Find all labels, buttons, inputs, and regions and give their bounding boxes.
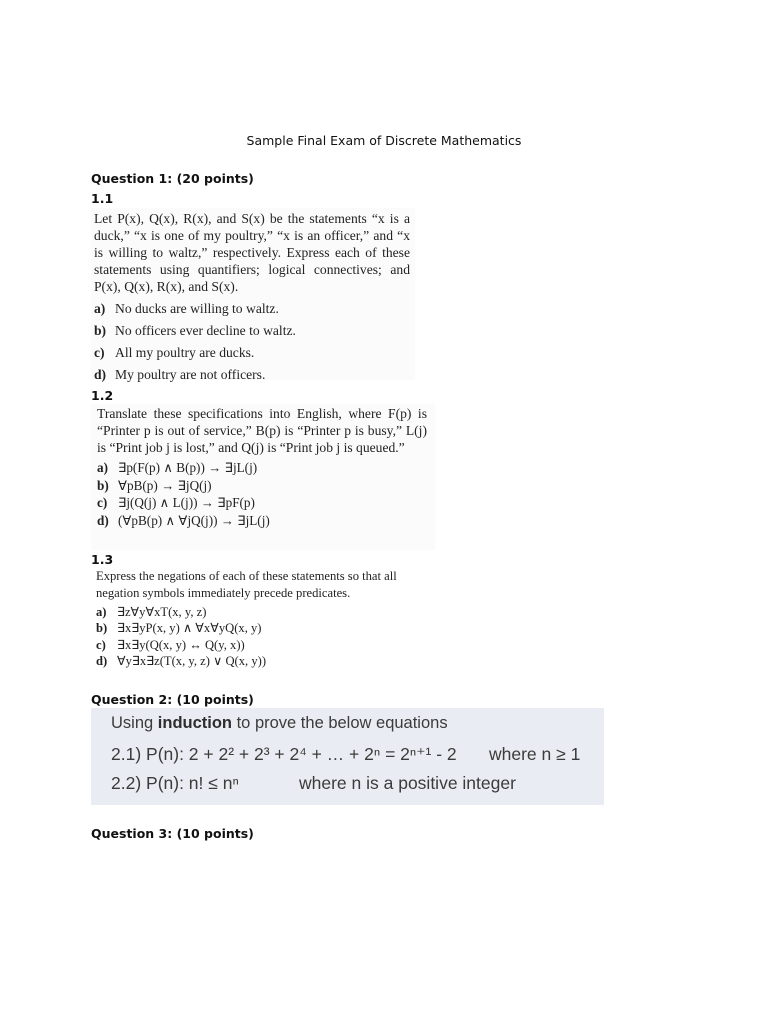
section-1-3-image — [91, 568, 411, 672]
question-2-image — [91, 708, 604, 805]
list-item: a) ∃z∀y∀xT(x, y, z) — [96, 605, 207, 619]
section-1-1-number: 1.1 — [91, 191, 114, 206]
question-2-intro: Using induction to prove the below equations — [111, 714, 448, 732]
list-item: b) No officers ever decline to waltz. — [94, 323, 296, 338]
section-1-3-text: Express the negations of each of these statements so that all negation symbols immediately precede predicates. — [96, 569, 397, 600]
question-3-heading: Question 3: (10 points) — [91, 826, 254, 841]
list-item: b) ∃x∃yP(x, y) ∧ ∀x∀yQ(x, y) — [96, 621, 262, 636]
section-1-2-image — [91, 404, 435, 550]
section-1-1-image — [91, 208, 415, 380]
page-title: Sample Final Exam of Discrete Mathematics — [246, 133, 522, 148]
section-1-2-text: Translate these specifications into English, where F(p) is “Printer p is out of service,” B(p) is “Printer p is busy,” L(j) is “Print job j is lost,” and Q(j) is “Print job j is queued.” — [97, 406, 427, 455]
section-1-2-number: 1.2 — [91, 388, 114, 403]
list-item: c) ∃x∃y(Q(x, y) ↔ Q(y, x)) — [96, 637, 245, 652]
list-item: d) (∀pB(p) ∧ ∀jQ(j)) → ∃jL(j) — [97, 512, 270, 528]
list-item: d) ∀y∃x∃z(T(x, y, z) ∨ Q(x, y)) — [96, 653, 267, 668]
list-item: c) ∃j(Q(j) ∧ L(j)) → ∃pF(p) — [97, 495, 255, 510]
list-item: c) All my poultry are ducks. — [94, 345, 255, 360]
equation-2-2: 2.2) P(n): n! ≤ nⁿ — [111, 773, 239, 793]
equation-2-2-condition: where n is a positive integer — [299, 773, 516, 793]
list-item: b) ∀pB(p) → ∃jQ(j) — [97, 477, 212, 493]
section-1-3-number: 1.3 — [91, 552, 114, 567]
list-item: a) ∃p(F(p) ∧ B(p)) → ∃jL(j) — [97, 460, 258, 475]
question-2-heading: Question 2: (10 points) — [91, 692, 254, 707]
equation-2-1: 2.1) P(n): 2 + 2² + 2³ + 2⁴ + … + 2ⁿ = 2ⁿ⁺¹ - 2 — [111, 744, 457, 764]
equation-2-1-condition: where n ≥ 1 — [489, 744, 581, 764]
list-item: d) My poultry are not officers. — [94, 367, 266, 382]
question-1-heading: Question 1: (20 points) — [91, 171, 254, 186]
section-1-1-text: Let P(x), Q(x), R(x), and S(x) be the statements “x is a duck,” “x is one of my poultry,” “x is an officer,” and “x is willing to waltz,” respectively. Express each of these statements using quantifiers; logical connectives; and P(x), Q(x), R(x), and S(x). — [94, 211, 410, 294]
list-item: a) No ducks are willing to waltz. — [94, 301, 279, 316]
